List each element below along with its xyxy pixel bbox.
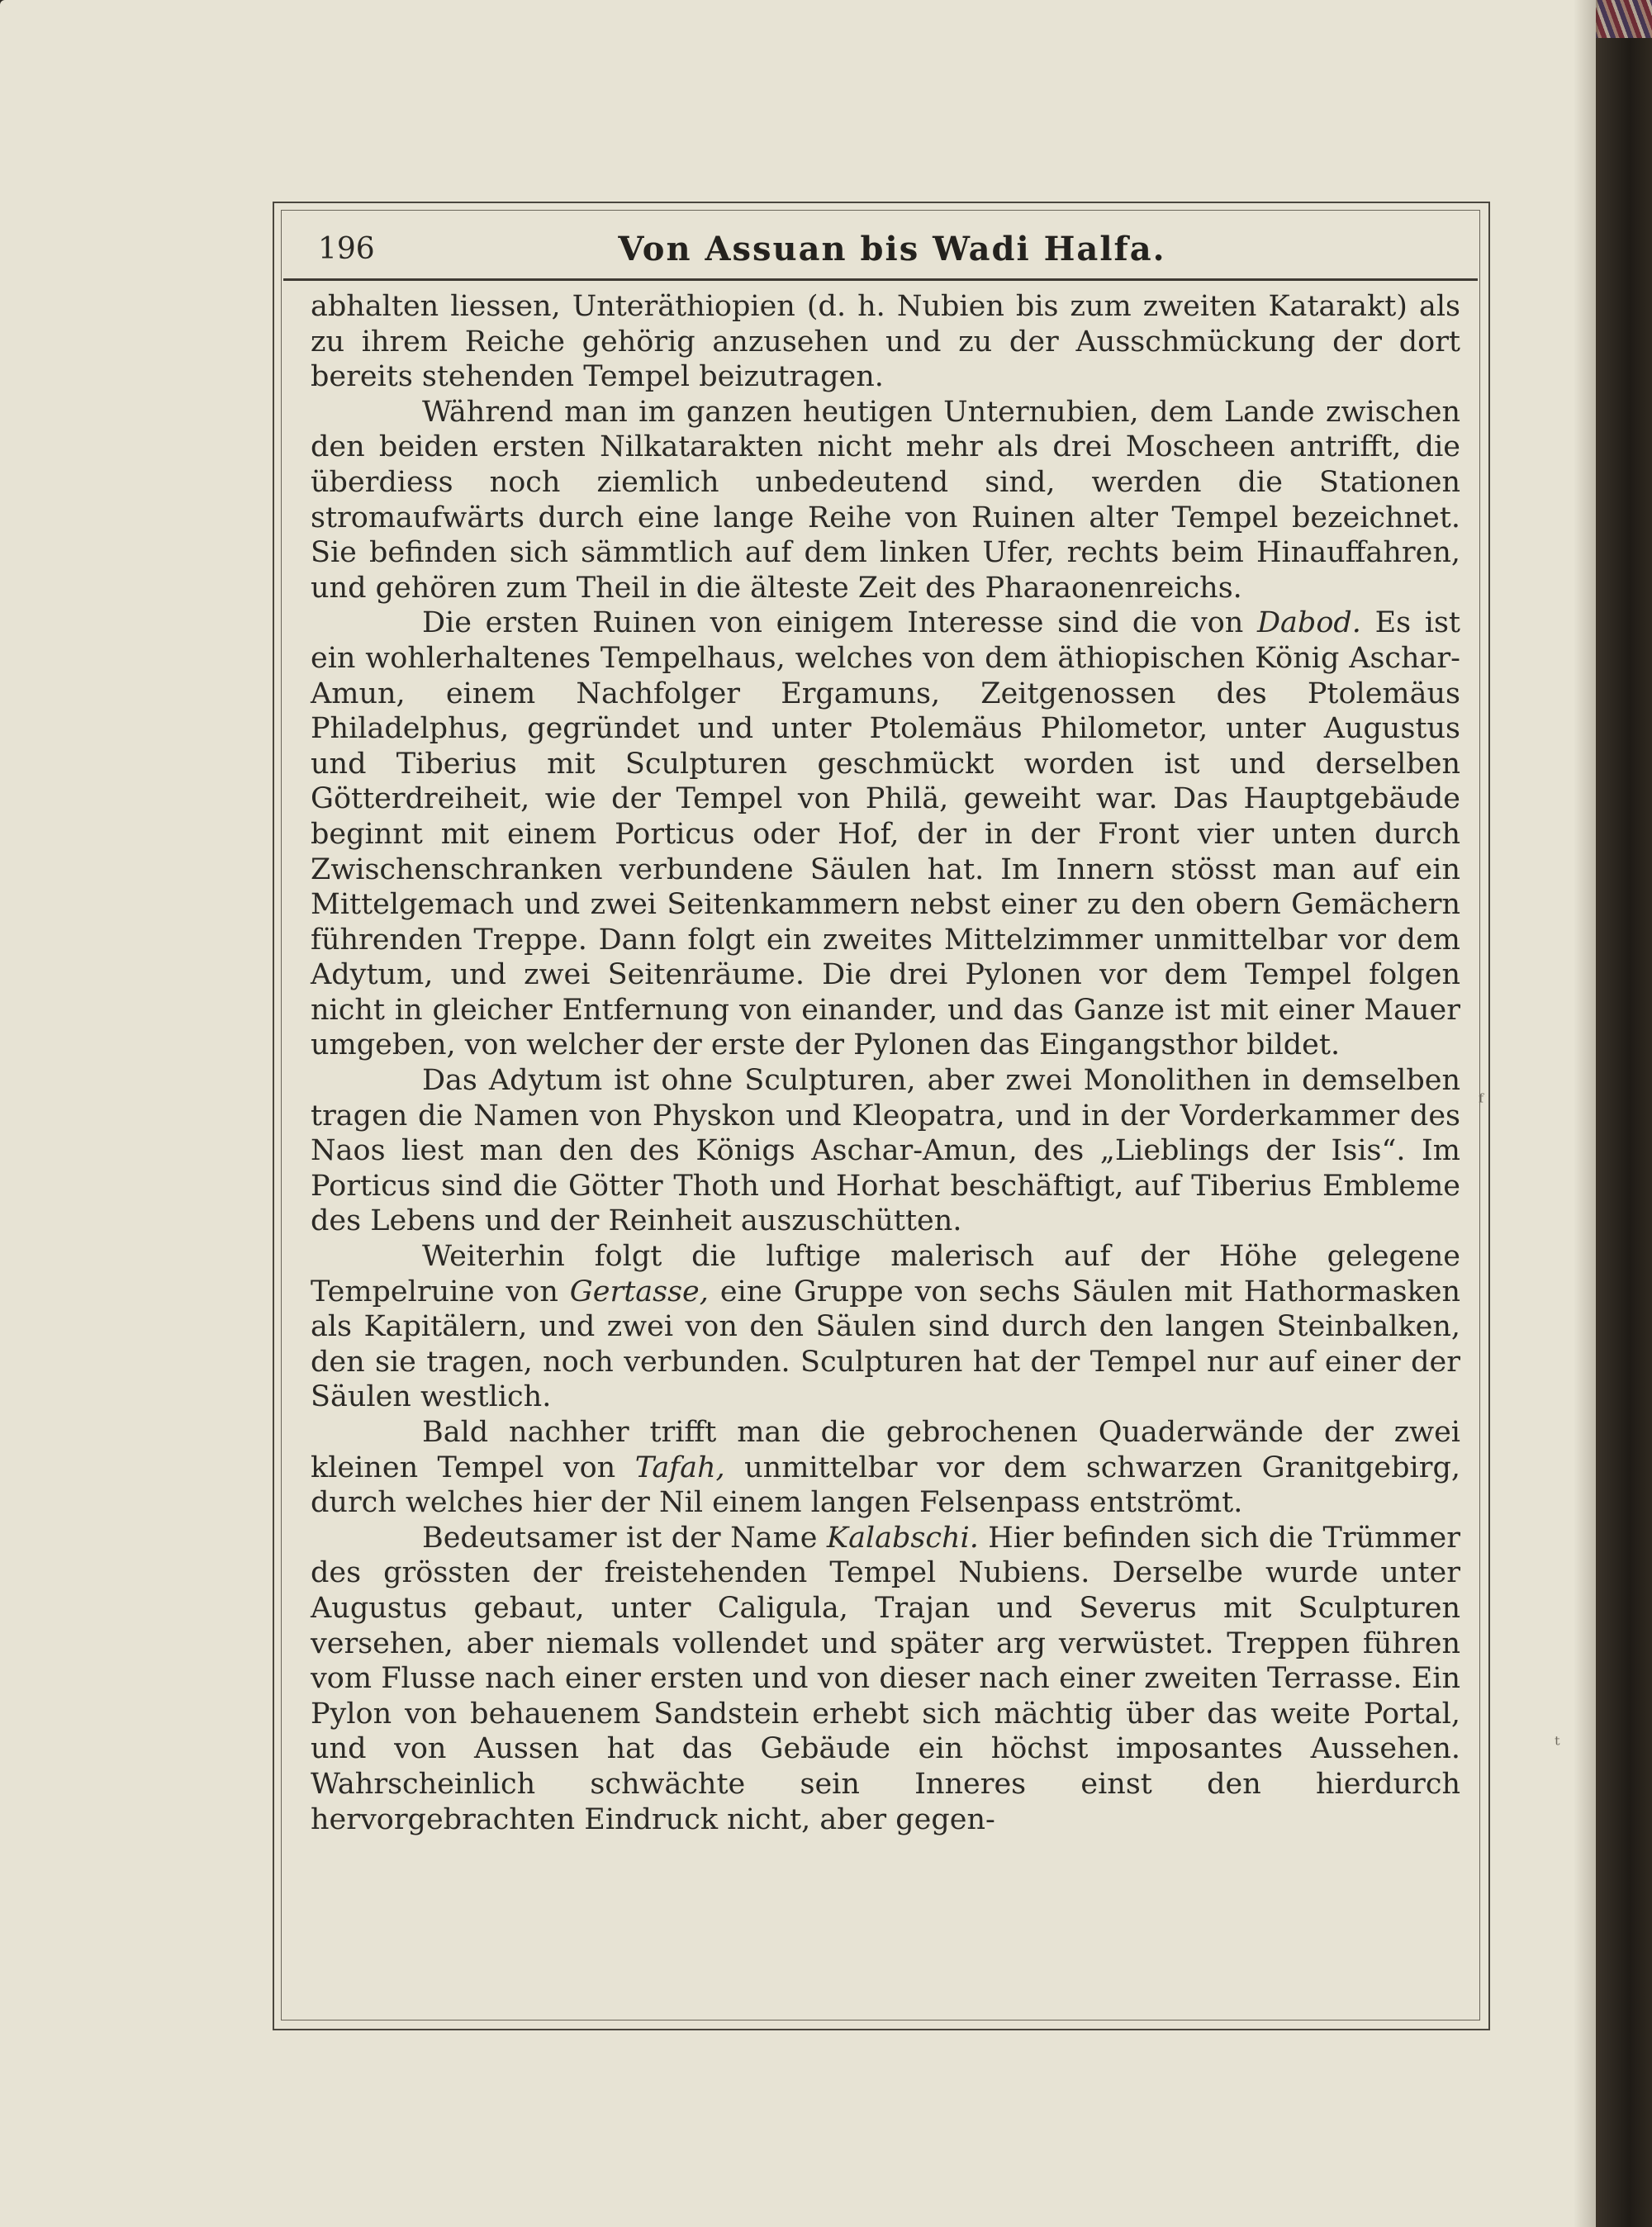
text-segment: eine Gruppe von sechs Säulen mit Hathormasken als Kapitälern, und zwei von den Säulen sind durch den langen Steinbalken, den sie tragen, noch verbunden. Sculpturen hat der Tempel nur auf einer der Säulen westlich. [311,1275,1460,1414]
header-rule [283,278,1478,281]
place-name: Kalabschi. [826,1521,979,1555]
margin-mark: ᵗ [1555,1733,1560,1758]
text-segment: Während man im ganzen heutigen Unternubien, dem Lande zwischen den beiden ersten Nilkatarakten nicht mehr als drei Moscheen antrifft, die überdiess noch ziemlich unbedeutend sind, werden die Stationen stromaufwärts durch eine lange Reihe von Ruinen alter Tempel bezeichnet. Sie befinden sich sämmtlich auf dem linken Ufer, rechts beim Hinauffahren, und gehören zum Theil in die älteste Zeit des Pharaonenreichs. [311,395,1460,605]
place-name: Tafah, [634,1451,725,1484]
text-segment: Bald nachher trifft man die gebrochenen Quaderwände der zwei kleinen Tempel von [311,1416,1460,1484]
page-gutter-shadow [1574,0,1598,2227]
text-segment: unmittelbar vor dem schwarzen Granitgebirg, durch welches hier der Nil einem langen Felsenpass entströmt. [311,1451,1460,1520]
text-segment: abhalten liessen, Unteräthiopien (d. h. Nubien bis zum zweiten Katarakt) als zu ihrem Reiche gehörig anzusehen und zu der Ausschmückung der dort bereits stehenden Tempel beizutragen. [311,290,1460,394]
paragraph-p7 [311,1521,1460,1837]
body-text [311,289,1460,1837]
place-name: Dabod. [1256,606,1361,640]
text-segment: Die ersten Ruinen von einigem Interesse sind die von [422,606,1257,640]
paragraph-p3 [311,605,1460,1063]
page-header [318,225,1466,274]
text-segment: Es ist ein wohlerhaltenes Tempelhaus, welches von dem äthiopischen König Aschar-Amun, einem Nachfolger Ergamuns, Zeitgenossen des Ptolemäus Philadelphus, gegründet und unter Ptolemäus Philometor, unter Augustus und Tiberius mit Sculpturen geschmückt worden ist und derselben Götterdreiheit, wie der Tempel von Philä, geweiht war. Das Hauptgebäude beginnt mit einem Porticus oder Hof, der in der Front vier unten durch Zwischenschranken verbundene Säulen hat. Im Innern stösst man auf ein Mittelgemach und zwei Seitenkammern nebst einer zu den obern Gemächern führenden Treppe. Dann folgt ein zweites Mittelzimmer unmittelbar vor dem Adytum, und zwei Seitenräume. Die drei Pylonen vor dem Tempel folgen nicht in gleicher Entfernung von einander, und das Ganze ist mit einer Mauer umgeben, von welcher der erste der Pylonen das Eingangsthor bildet. [311,606,1460,1062]
text-segment: Das Adytum ist ohne Sculpturen, aber zwei Monolithen in demselben tragen die Namen von Physkon und Kleopatra, und in der Vorderkammer des Naos liest man den des Königs Aschar-Amun, des „Lieblings der Isis“. Im Porticus sind die Götter Thoth und Horhat beschäftigt, auf Tiberius Embleme des Lebens und der Reinheit auszuschütten. [311,1064,1460,1238]
margin-mark: ᶠ [1479,1090,1483,1115]
place-name: Gertasse, [569,1275,709,1308]
paragraph-p4 [311,1063,1460,1239]
paragraph-p5 [311,1239,1460,1415]
paragraph-p6 [311,1415,1460,1521]
text-segment: Bedeutsamer ist der Name [422,1521,827,1555]
running-title: Von Assuan bis Wadi Halfa. [618,230,1166,268]
page-number: 196 [318,232,375,266]
text-segment: Weiterhin folgt die luftige malerisch auf der Höhe gelegene Tempelruine von [311,1240,1460,1308]
paragraph-p2 [311,395,1460,606]
text-segment: Hier befinden sich die Trümmer des grössten der freistehenden Tempel Nubiens. Derselbe wurde unter Augustus gebaut, unter Caligula, Trajan und Severus mit Sculpturen versehen, aber niemals vollendet und später arg verwüstet. Treppen führen vom Flusse nach einer ersten und von dieser nach einer zweiten Terrasse. Ein Pylon von behauenem Sandstein erhebt sich mächtig über das weite Portal, und von Aussen hat das Gebäude ein höchst imposantes Aussehen. Wahrscheinlich schwächte sein Inneres einst den hierdurch hervorgebrachten Eindruck nicht, aber gegen- [311,1521,1460,1836]
paragraph-p1 [311,289,1460,395]
book-spine [1596,0,1652,2227]
